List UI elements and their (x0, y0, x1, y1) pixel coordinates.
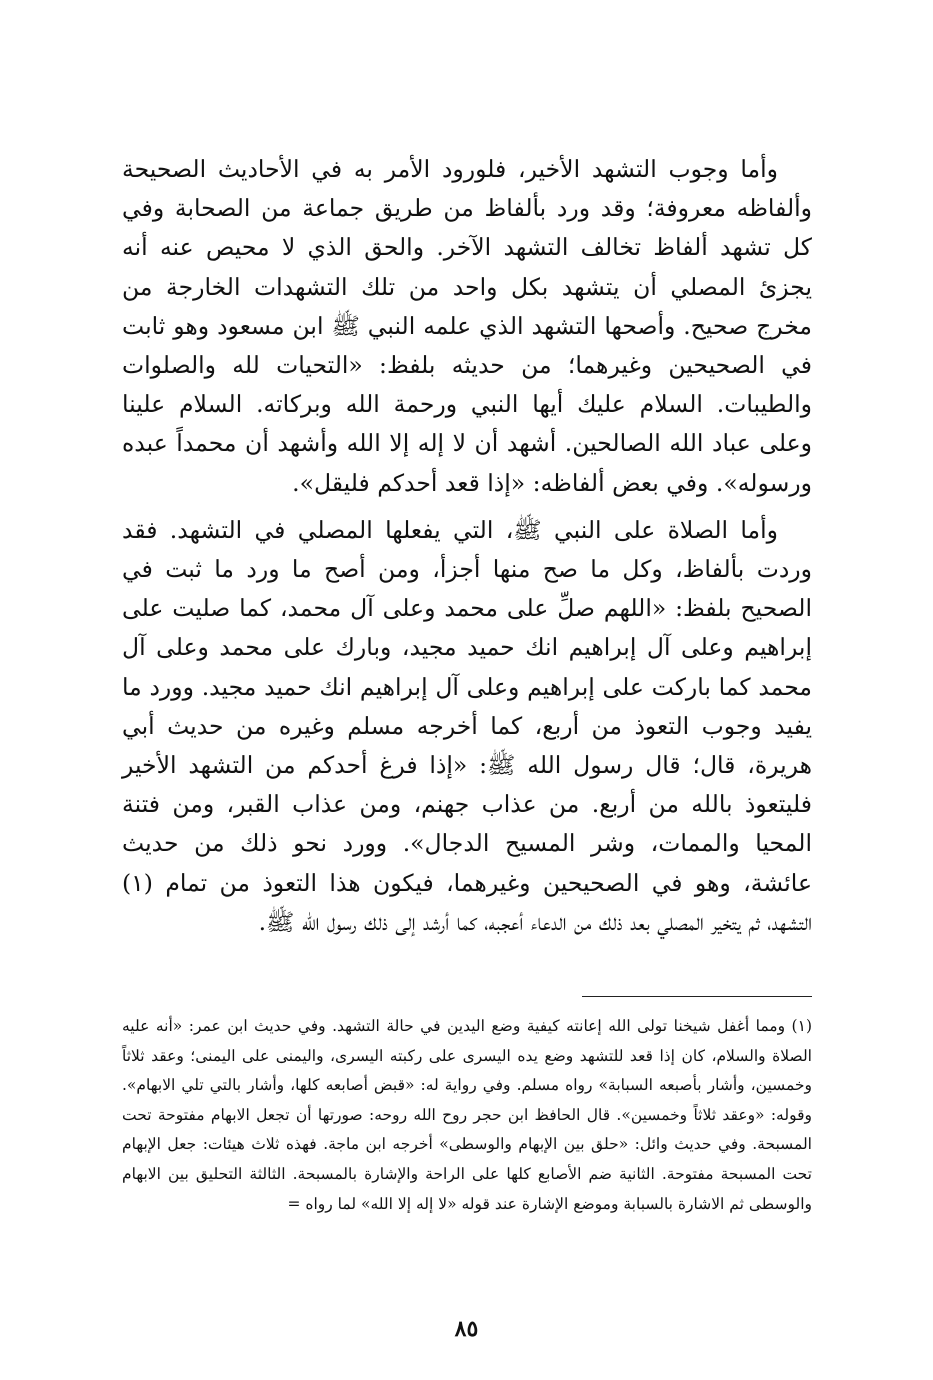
footnote-separator (582, 996, 812, 997)
footnotes (122, 1012, 812, 1219)
paragraph-salat-ala-nabi: وأما الصلاة على النبي ﷺ، التي يفعلها المصلي في التشهد. فقد وردت بألفاظ، وكل ما صح منها أجزأ، ومن أصح ما ورد ما ثبت في الصحيح بلفظ: «اللهم صلِّ على محمد وعلى آل محمد، كما صليت على إبراهيم وعلى آل إبراهيم انك حميد مجيد، وبارك على محمد وعلى آل محمد كما باركت على إبراهيم وعلى آل إبراهيم انك حميد مجيد. وورد ما يفيد وجوب التعوذ من أربع، كما أخرجه مسلم وغيره من حديث أبي هريرة، قال؛ قال رسول الله ﷺ: «إذا فرغ أحدكم من التشهد الأخير فليتعوذ بالله من أربع. من عذاب جهنم، ومن عذاب القبر، ومن فتنة المحيا والممات، وشر المسيح الدجال». وورد نحو ذلك من حديث عائشة، وهو في الصحيحين وغيرهما، فيكون هذا التعوذ من تمام (١) التشهد، ثم يتخير المصلي بعد ذلك من الدعاء أعجبه، كما أرشد إلى ذلك رسول الله ﷺ. (122, 515, 812, 936)
paragraph-tashahhud: وأما وجوب التشهد الأخير، فلورود الأمر به في الأحاديث الصحيحة وألفاظه معروفة؛ وقد ورد بألفاظ من طريق جماعة من الصحابة وفي كل تشهد ألفاظ تخالف التشهد الآخر. والحق الذي لا محيص عنه أنه يجزئ المصلي أن يتشهد بكل واحد من تلك التشهدات الخارجة من مخرج صحيح. وأصحها التشهد الذي علمه النبي ﷺ ابن مسعود وهو ثابت في الصحيحين وغيرهما؛ من حديثه بلفظ: «التحيات لله والصلوات والطيبات. السلام عليك أيها النبي ورحمة الله وبركاته. السلام علينا وعلى عباد الله الصالحين. أشهد أن لا إله إلا الله وأشهد أن محمداً عبده ورسوله». وفي بعض ألفاظه: «إذا قعد أحدكم فليقل». (122, 155, 812, 497)
footnote-1: (١) ومما أغفل شيخنا تولى الله إعانته كيفية وضع اليدين في حالة التشهد. وفي حديث ابن عمر: «أنه عليه الصلاة والسلام، كان إذا قعد للتشهد وضع يده اليسرى على ركبته اليسرى، واليمنى على اليمنى؛ وعقد ثلاثاً وخمسين، وأشار بأصبعه السبابة» رواه مسلم. وفي رواية له: «قبض أصابعه كلها، وأشار بالتي تلي الابهام». وقوله: «وعقد ثلاثاً وخمسين». قال الحافظ ابن حجر روح الله روحه: صورتها أن تجعل الابهام مفتوحة تحت المسبحة. وفي حديث وائل: «حلق بين الإبهام والوسطى» أخرجه ابن ماجة. فهذه ثلاث هيئات: جعل الإبهام تحت المسبحة مفتوحة. الثانية ضم الأصابع كلها على الراحة والإشارة بالمسبحة. الثالثة التحليق بين الابهام والوسطى ثم الاشارة بالسبابة وموضع الإشارة عند قوله «لا إله إلا الله» لما رواه = (122, 1017, 812, 1213)
page-number: ٨٥ (454, 1316, 479, 1342)
main-text (122, 150, 812, 942)
